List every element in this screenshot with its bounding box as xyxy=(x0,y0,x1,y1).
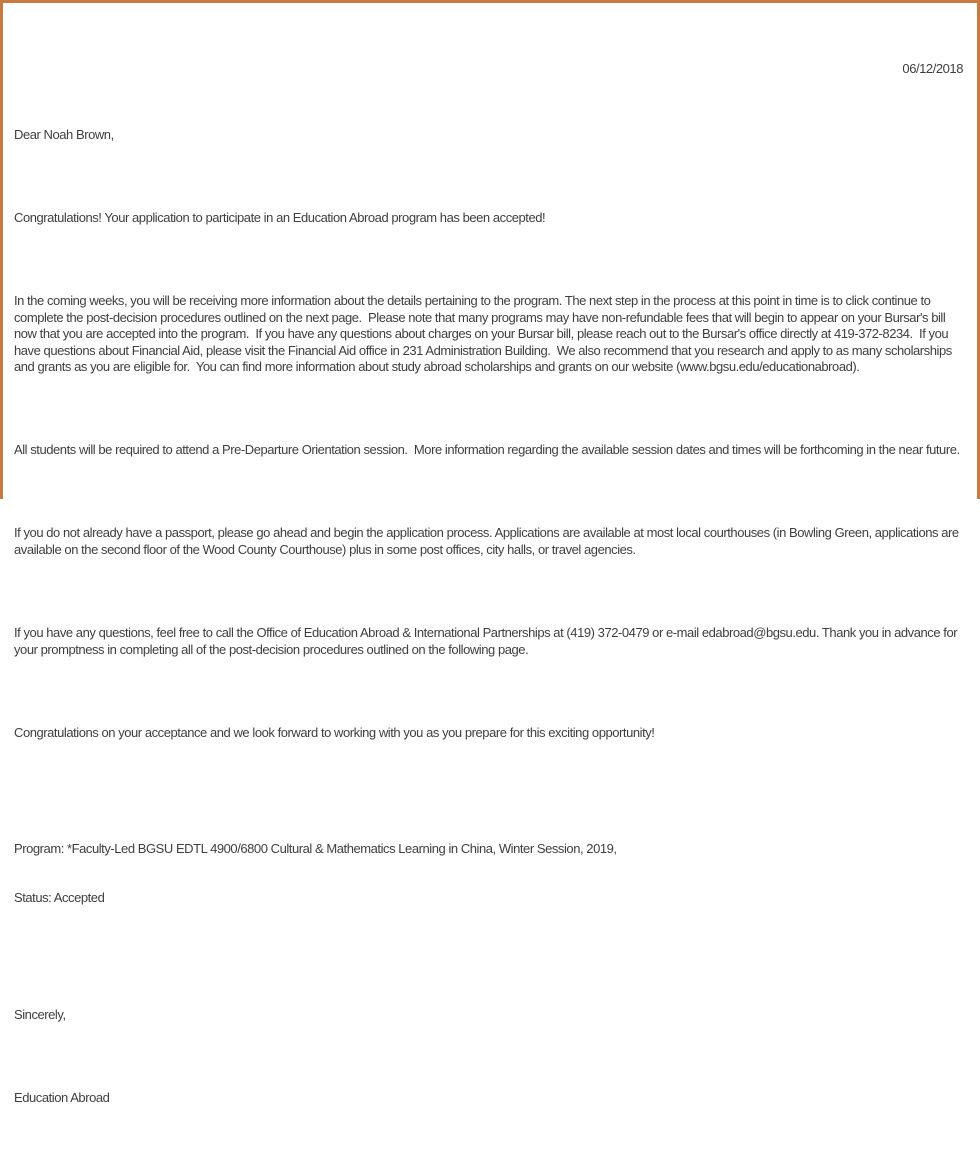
paragraph-passport: If you do not already have a passport, please go ahead and begin the application process. Applications are available at most local courthouses (in Bowling Green, applications are available on the second floor of the Wood County Courthouse) plus in some post offices, city halls, or travel agencies. xyxy=(14,525,962,557)
signature: Education Abroad xyxy=(14,1089,110,1105)
status-line: Status: Accepted xyxy=(14,890,105,906)
paragraph-congratulations: Congratulations on your acceptance and we look forward to working with you as you prepare for this exciting opportunity! xyxy=(14,724,655,740)
closing: Sincerely, xyxy=(14,1006,66,1022)
letter-body xyxy=(14,11,963,1156)
paragraph-contact: If you have any questions, feel free to call the Office of Education Abroad & International Partnerships at (419) 372-0479 or e-mail edabroad@bgsu.edu. Thank you in advance for your promptness in completing all of the post-decision procedures outlined on the following page. xyxy=(14,624,961,657)
letter-date: 06/12/2018 xyxy=(902,60,963,76)
paragraph-next-steps: In the coming weeks, you will be receiving more information about the details pertaining to the program. The next step in the process at this point in time is to click continue to complete the post-decision procedures outlined on the next page. Please note that many programs may have non-refundable fees that will begin to appear on your Bursar's bill now that you are accepted into the program. If you have any questions about charges on your Bursar bill, please reach out to the Bursar's office directly at 419-372-8234. If you have questions about Financial Aid, please visit the Financial Aid office in 231 Administration Building. We also recommend that you research and apply to as many scholarships and grants as you are eligible for. You can find more information about study abroad scholarships and grants on our website (www.bgsu.edu/educationabroad). xyxy=(14,293,955,375)
paragraph-acceptance: Congratulations! Your application to participate in an Education Abroad program has been accepted! xyxy=(14,210,546,226)
salutation: Dear Noah Brown, xyxy=(14,127,114,143)
program-status-block xyxy=(14,808,963,941)
paragraph-orientation: All students will be required to attend a Pre-Departure Orientation session. More information regarding the available session dates and times will be forthcoming in the near future. xyxy=(14,442,960,458)
program-line: Program: *Faculty-Led BGSU EDTL 4900/6800 Cultural & Mathematics Learning in China, Winter Session, 2019, xyxy=(14,840,617,856)
